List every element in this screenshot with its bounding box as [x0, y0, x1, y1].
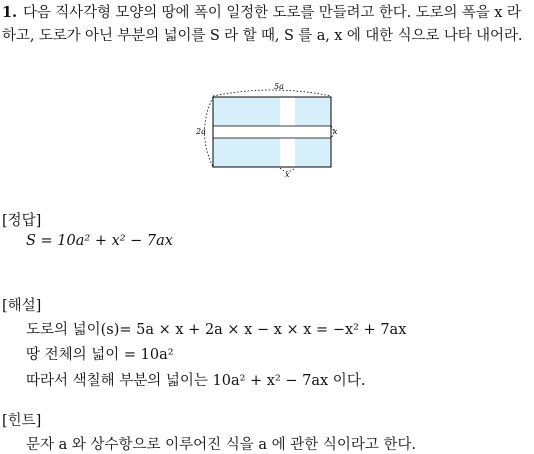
solution-line-3: 따라서 색칠해 부분의 넓이는 10a² + x² − 7ax 이다.	[26, 373, 366, 389]
horizontal-road	[212, 126, 332, 138]
top-dimension-arc	[213, 90, 331, 96]
problem-text: 다음 직사각형 모양의 땅에 폭이 일정한 도로를 만들려고 한다. 도로의 폭을 x 라 하고, 도로가 아닌 부분의 넓이를 S 라 할 때, S 를 a, x 에 대한 식으로 나타 내어라.	[2, 5, 523, 44]
left-label: 2a	[196, 127, 206, 136]
bottom-label: x	[285, 170, 290, 178]
problem-statement	[2, 1, 532, 48]
right-label: x	[333, 127, 338, 136]
solution-line-1: 도로의 넓이(s)= 5a × x + 2a × x − x × x = −x² + 7ax	[26, 322, 407, 338]
hint-label: [힌트]	[2, 413, 42, 429]
answer-formula: S = 10a² + x² − 7ax	[26, 233, 173, 249]
solution-label: [해설]	[2, 298, 42, 314]
answer-label: [정답]	[2, 213, 42, 229]
solution-line-2: 땅 전체의 넓이 = 10a²	[26, 347, 174, 363]
problem-number: 1.	[2, 4, 17, 21]
hint-text: 문자 a 와 상수항으로 이루어진 식을 a 에 관한 식이라고 한다.	[26, 437, 417, 453]
top-label: 5a	[274, 82, 284, 91]
road-figure	[192, 78, 342, 178]
